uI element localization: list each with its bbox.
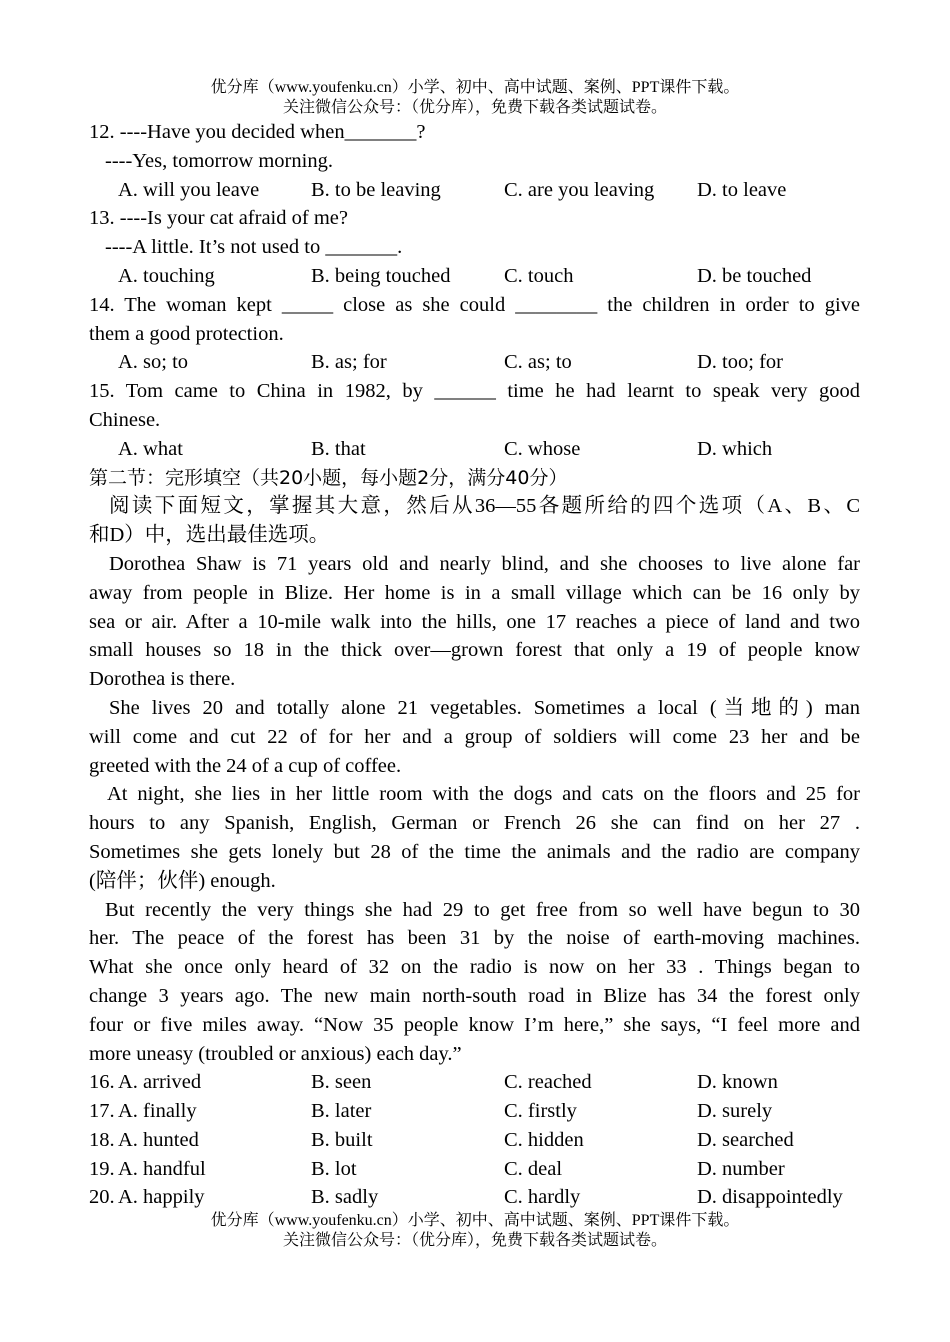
option-a[interactable]: A. finally [118, 1100, 197, 1123]
passage-line: Dorothea is there. [89, 668, 236, 691]
q12-reply: ----Yes, tomorrow morning. [105, 149, 333, 172]
passage-line: hours to any Spanish, English, German or French 26 she can find on her 27 . [89, 812, 860, 835]
q13-reply: ----A little. It’s not used to _______. [105, 236, 403, 259]
footer-line-1: 优分库（www.youfenku.cn）小学、初中、高中试题、案例、PPT课件下载。 [210, 1212, 740, 1229]
q13-option-c[interactable]: C. touch [504, 264, 574, 287]
passage-line: her. The peace of the forest has been 31 by the noise of earth-moving machines. [89, 927, 860, 950]
header-line-1: 优分库（www.youfenku.cn）小学、初中、高中试题、案例、PPT课件下载。 [210, 79, 740, 96]
exam-body [89, 118, 860, 1212]
option-c[interactable]: C. deal [504, 1157, 563, 1180]
cloze-option-row [89, 1183, 860, 1212]
passage-line: four or five miles away. “Now 35 people know I’m here,” she says, “I feel more and [89, 1013, 860, 1036]
q13-stem: 13. ----Is your cat afraid of me? [89, 207, 348, 230]
question-number: 16. [89, 1071, 115, 1094]
passage-line: more uneasy (troubled or anxious) each day.” [89, 1042, 462, 1065]
q12-stem: 12. ----Have you decided when_______? [89, 121, 426, 143]
option-d[interactable]: D. number [697, 1157, 785, 1180]
q15-options [89, 435, 860, 464]
q14-options [89, 348, 860, 377]
passage-line: sea or air. After a 10-mile walk into the hills, one 17 reaches a piece of land and two [89, 610, 860, 633]
q13-option-a[interactable]: A. touching [118, 264, 215, 287]
cloze-passage [89, 550, 860, 1068]
option-a[interactable]: A. arrived [118, 1071, 202, 1094]
cloze-option-row [89, 1155, 860, 1184]
q14-option-c[interactable]: C. as; to [504, 351, 572, 374]
section-title: 第二节：完形填空（共20小题，每小题2分，满分40分） [89, 466, 568, 489]
q12-option-d[interactable]: D. to leave [697, 178, 787, 201]
page-footer [0, 1211, 950, 1251]
question-number: 20. [89, 1186, 115, 1209]
q14-stem-line-1: 14. The woman kept _____ close as she could ________ the children in order to give [89, 293, 860, 316]
passage-line: Dorothea Shaw is 71 years old and nearly blind, and she chooses to live alone far [109, 552, 860, 575]
question-number: 18. [89, 1128, 115, 1151]
q15-option-d[interactable]: D. which [697, 437, 773, 460]
option-c[interactable]: C. firstly [504, 1100, 577, 1123]
option-b[interactable]: B. sadly [311, 1186, 379, 1209]
q14-stem-line-2: them a good protection. [89, 322, 284, 345]
option-b[interactable]: B. later [311, 1100, 372, 1123]
cloze-option-row [89, 1126, 860, 1155]
option-d[interactable]: D. disappointedly [697, 1186, 843, 1209]
q13-options [89, 262, 860, 291]
passage-line: At night, she lies in her little room with the dogs and cats on the floors and 25 for [107, 783, 860, 806]
cloze-options [89, 1068, 860, 1212]
option-c[interactable]: C. reached [504, 1071, 592, 1094]
q15-stem-line-1: 15. Tom came to China in 1982, by ______ time he had learnt to speak very good [89, 380, 860, 403]
option-c[interactable]: C. hidden [504, 1128, 584, 1151]
q14-option-b[interactable]: B. as; for [311, 351, 387, 374]
cloze-option-row [89, 1097, 860, 1126]
page-header [0, 78, 950, 118]
section-instruction-line-1: 阅读下面短文，掌握其大意，然后从36—55各题所给的四个选项（A、B、C [109, 495, 860, 518]
option-d[interactable]: D. searched [697, 1128, 794, 1151]
passage-line: change 3 years ago. The new main north-south road in Blize has 34 the forest only [89, 984, 860, 1007]
q15-option-b[interactable]: B. that [311, 437, 366, 460]
passage-line: Sometimes she gets lonely but 28 of the time the animals and the radio are company [89, 840, 860, 863]
option-a[interactable]: A. handful [118, 1157, 206, 1180]
question-number: 17. [89, 1100, 115, 1123]
q13-option-b[interactable]: B. being touched [311, 264, 451, 287]
q14-option-d[interactable]: D. too; for [697, 351, 783, 374]
option-b[interactable]: B. lot [311, 1157, 357, 1180]
option-d[interactable]: D. surely [697, 1100, 773, 1123]
passage-line: away from people in Blize. Her home is in a small village which can be 16 only by [89, 581, 860, 604]
section-instruction-line-2: 和D）中，选出最佳选项。 [89, 524, 330, 547]
option-a[interactable]: A. happily [118, 1186, 205, 1209]
q14-option-a[interactable]: A. so; to [118, 351, 189, 374]
q12-option-b[interactable]: B. to be leaving [311, 178, 441, 201]
q13-option-d[interactable]: D. be touched [697, 264, 812, 287]
option-b[interactable]: B. built [311, 1128, 373, 1151]
passage-line: What she once only heard of 32 on the radio is now on her 33 . Things began to [89, 956, 860, 979]
header-line-2: 关注微信公众号：（优分库），免费下载各类试题试卷。 [282, 99, 667, 116]
q12-option-c[interactable]: C. are you leaving [504, 178, 655, 201]
passage-line: (陪伴；伙伴) enough. [89, 869, 276, 892]
q15-option-a[interactable]: A. what [118, 437, 183, 460]
question-number: 19. [89, 1157, 115, 1180]
q12-option-a[interactable]: A. will you leave [118, 178, 260, 201]
option-a[interactable]: A. hunted [118, 1128, 199, 1151]
q12-options [89, 176, 860, 205]
passage-line: She lives 20 and totally alone 21 vegetables. Sometimes a local (当地的) man [109, 696, 860, 719]
option-d[interactable]: D. known [697, 1071, 778, 1094]
passage-line: will come and cut 22 of for her and a group of soldiers will come 23 her and be [89, 725, 860, 748]
option-c[interactable]: C. hardly [504, 1186, 581, 1209]
option-b[interactable]: B. seen [311, 1071, 372, 1094]
footer-line-2: 关注微信公众号：（优分库），免费下载各类试题试卷。 [282, 1232, 667, 1249]
q15-option-c[interactable]: C. whose [504, 437, 581, 460]
cloze-option-row [89, 1068, 860, 1097]
passage-line: small houses so 18 in the thick over—grown forest that only a 19 of people know [89, 639, 860, 662]
q15-stem-line-2: Chinese. [89, 408, 161, 431]
passage-line: greeted with the 24 of a cup of coffee. [89, 754, 402, 777]
passage-line: But recently the very things she had 29 to get free from so well have begun to 30 [105, 898, 860, 921]
